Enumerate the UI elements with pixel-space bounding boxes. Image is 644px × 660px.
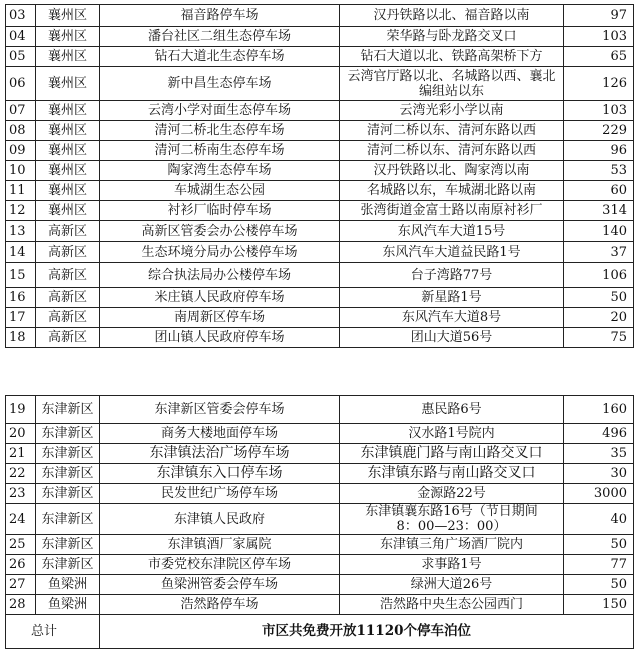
row-number: 05	[6, 47, 36, 67]
location-line: 云湾官厅路以北、名城路以西、襄北	[347, 68, 556, 84]
district: 襄州区	[36, 181, 100, 201]
location: 荣华路与卧龙路交叉口	[340, 27, 564, 47]
district: 高新区	[36, 221, 100, 242]
location: 求事路1号	[340, 555, 564, 575]
row-number: 11	[6, 181, 36, 201]
table-row	[6, 444, 634, 464]
location: 张湾街道金富士路以南原衬衫厂	[340, 201, 564, 221]
row-number: 10	[6, 161, 36, 181]
location-line: 编组站以东	[418, 83, 484, 99]
total-label: 总计	[6, 615, 100, 649]
location: 东风汽车大道8号	[340, 308, 564, 328]
row-number: 06	[6, 67, 36, 101]
parking-lot-name: 清河二桥南生态停车场	[100, 141, 340, 161]
table-row	[6, 555, 634, 575]
parking-lot-name: 东津镇人民政府	[100, 504, 340, 535]
row-number: 15	[6, 263, 36, 288]
table-row	[6, 263, 634, 288]
district: 东津新区	[36, 444, 100, 464]
location: 钻石大道以北、铁路高架桥下方	[340, 47, 564, 67]
district: 襄州区	[36, 201, 100, 221]
parking-spaces: 60	[564, 181, 634, 201]
table-row	[6, 308, 634, 328]
parking-spaces: 50	[564, 575, 634, 595]
parking-spaces: 103	[564, 27, 634, 47]
table-row	[6, 67, 634, 101]
district: 鱼梁洲	[36, 575, 100, 595]
row-number: 04	[6, 27, 36, 47]
location: 清河二桥以东、清河东路以西	[340, 121, 564, 141]
district: 东津新区	[36, 555, 100, 575]
row-number: 22	[6, 464, 36, 484]
row-number: 16	[6, 288, 36, 308]
parking-spaces: 53	[564, 161, 634, 181]
district: 鱼梁洲	[36, 595, 100, 615]
parking-lot-name: 米庄镇人民政府停车场	[100, 288, 340, 308]
table-row	[6, 221, 634, 242]
district: 襄州区	[36, 5, 100, 27]
district: 襄州区	[36, 101, 100, 121]
total-row	[6, 615, 634, 649]
location-line: 东津镇襄东路16号（节日期间	[365, 504, 538, 519]
location: 东风汽车大道益民路1号	[340, 242, 564, 263]
table-row	[6, 181, 634, 201]
parking-lot-name: 东津镇法治广场停车场	[100, 444, 340, 464]
location: 绿洲大道26号	[340, 575, 564, 595]
parking-lot-name: 东津新区管委会停车场	[100, 396, 340, 424]
total-text: 市区共免费开放11120个停车泊位	[100, 615, 634, 649]
parking-table-part-2	[5, 395, 634, 649]
parking-spaces: 496	[564, 424, 634, 444]
location: 金源路22号	[340, 484, 564, 504]
parking-spaces: 96	[564, 141, 634, 161]
location: 清河二桥以东、清河东路以西	[340, 141, 564, 161]
location: 云湾光彩小学以南	[340, 101, 564, 121]
table-row	[6, 141, 634, 161]
location: 惠民路6号	[340, 396, 564, 424]
parking-lot-name: 陶家湾生态停车场	[100, 161, 340, 181]
parking-table-part-1	[5, 4, 634, 348]
parking-lot-name: 浩然路停车场	[100, 595, 340, 615]
table-row	[6, 424, 634, 444]
parking-lot-name: 南周新区停车场	[100, 308, 340, 328]
parking-spaces: 140	[564, 221, 634, 242]
parking-spaces: 77	[564, 555, 634, 575]
parking-lot-name: 市委党校东津院区停车场	[100, 555, 340, 575]
district: 襄州区	[36, 161, 100, 181]
parking-spaces: 50	[564, 535, 634, 555]
table-row	[6, 484, 634, 504]
row-number: 19	[6, 396, 36, 424]
parking-spaces: 65	[564, 47, 634, 67]
parking-spaces: 75	[564, 328, 634, 348]
parking-lot-name: 鱼梁洲管委会停车场	[100, 575, 340, 595]
row-number: 13	[6, 221, 36, 242]
parking-lot-name: 清河二桥北生态停车场	[100, 121, 340, 141]
district: 东津新区	[36, 396, 100, 424]
location: 浩然路中央生态公园西门	[340, 595, 564, 615]
location: 汉丹铁路以北、陶家湾以南	[340, 161, 564, 181]
row-number: 07	[6, 101, 36, 121]
district: 东津新区	[36, 424, 100, 444]
district: 高新区	[36, 263, 100, 288]
parking-lot-name: 民发世纪广场停车场	[100, 484, 340, 504]
district: 高新区	[36, 308, 100, 328]
district: 东津新区	[36, 484, 100, 504]
row-number: 18	[6, 328, 36, 348]
location: 东津镇东路与南山路交叉口	[340, 464, 564, 484]
table-row	[6, 575, 634, 595]
row-number: 28	[6, 595, 36, 615]
location: 汉水路1号院内	[340, 424, 564, 444]
parking-spaces: 150	[564, 595, 634, 615]
district: 东津新区	[36, 535, 100, 555]
parking-spaces: 229	[564, 121, 634, 141]
table-row	[6, 47, 634, 67]
row-number: 26	[6, 555, 36, 575]
parking-spaces: 37	[564, 242, 634, 263]
parking-lot-name: 云湾小学对面生态停车场	[100, 101, 340, 121]
location-line: 8：00—23：00）	[396, 519, 507, 534]
district: 东津新区	[36, 464, 100, 484]
table-row	[6, 121, 634, 141]
table-row	[6, 595, 634, 615]
row-number: 20	[6, 424, 36, 444]
parking-lot-name: 衬衫厂临时停车场	[100, 201, 340, 221]
table-row	[6, 504, 634, 535]
parking-lot-name: 新中昌生态停车场	[100, 67, 340, 101]
location: 名城路以东，车城湖北路以南	[340, 181, 564, 201]
row-number: 24	[6, 504, 36, 535]
parking-lot-name: 潘台社区二组生态停车场	[100, 27, 340, 47]
district: 襄州区	[36, 141, 100, 161]
row-number: 14	[6, 242, 36, 263]
location: 团山大道56号	[340, 328, 564, 348]
row-number: 27	[6, 575, 36, 595]
district: 高新区	[36, 328, 100, 348]
row-number: 08	[6, 121, 36, 141]
parking-spaces: 160	[564, 396, 634, 424]
table-row	[6, 201, 634, 221]
parking-spaces: 35	[564, 444, 634, 464]
parking-lot-name: 综合执法局办公楼停车场	[100, 263, 340, 288]
parking-spaces: 40	[564, 504, 634, 535]
parking-spaces: 20	[564, 308, 634, 328]
location: 东风汽车大道15号	[340, 221, 564, 242]
district: 襄州区	[36, 121, 100, 141]
location: 台子湾路77号	[340, 263, 564, 288]
row-number: 17	[6, 308, 36, 328]
parking-lot-name: 福音路停车场	[100, 5, 340, 27]
table-row	[6, 328, 634, 348]
location: 东津镇三角广场酒厂院内	[340, 535, 564, 555]
table-row	[6, 27, 634, 47]
parking-lot-name: 钻石大道北生态停车场	[100, 47, 340, 67]
parking-lot-name: 团山镇人民政府停车场	[100, 328, 340, 348]
district: 高新区	[36, 242, 100, 263]
parking-lot-name: 商务大楼地面停车场	[100, 424, 340, 444]
parking-spaces: 314	[564, 201, 634, 221]
row-number: 23	[6, 484, 36, 504]
table-row	[6, 464, 634, 484]
location	[340, 504, 564, 535]
table-row	[6, 5, 634, 27]
district: 襄州区	[36, 47, 100, 67]
row-number: 03	[6, 5, 36, 27]
district: 襄州区	[36, 67, 100, 101]
parking-spaces: 126	[564, 67, 634, 101]
parking-lot-name: 东津镇酒厂家属院	[100, 535, 340, 555]
location: 东津镇鹿门路与南山路交叉口	[340, 444, 564, 464]
table-row	[6, 288, 634, 308]
parking-spaces: 3000	[564, 484, 634, 504]
parking-spaces: 103	[564, 101, 634, 121]
table-row	[6, 396, 634, 424]
row-number: 09	[6, 141, 36, 161]
table-row	[6, 535, 634, 555]
location	[340, 67, 564, 101]
row-number: 12	[6, 201, 36, 221]
parking-spaces: 106	[564, 263, 634, 288]
parking-lot-name: 车城湖生态公园	[100, 181, 340, 201]
parking-lot-name: 高新区管委会办公楼停车场	[100, 221, 340, 242]
table-row	[6, 101, 634, 121]
district: 高新区	[36, 288, 100, 308]
parking-spaces: 30	[564, 464, 634, 484]
district: 襄州区	[36, 27, 100, 47]
parking-spaces: 97	[564, 5, 634, 27]
table-row	[6, 161, 634, 181]
district: 东津新区	[36, 504, 100, 535]
location: 汉丹铁路以北、福音路以南	[340, 5, 564, 27]
parking-spaces: 50	[564, 288, 634, 308]
parking-lot-name: 东津镇东入口停车场	[100, 464, 340, 484]
table-row	[6, 242, 634, 263]
parking-lot-name: 生态环境分局办公楼停车场	[100, 242, 340, 263]
row-number: 25	[6, 535, 36, 555]
location: 新星路1号	[340, 288, 564, 308]
row-number: 21	[6, 444, 36, 464]
